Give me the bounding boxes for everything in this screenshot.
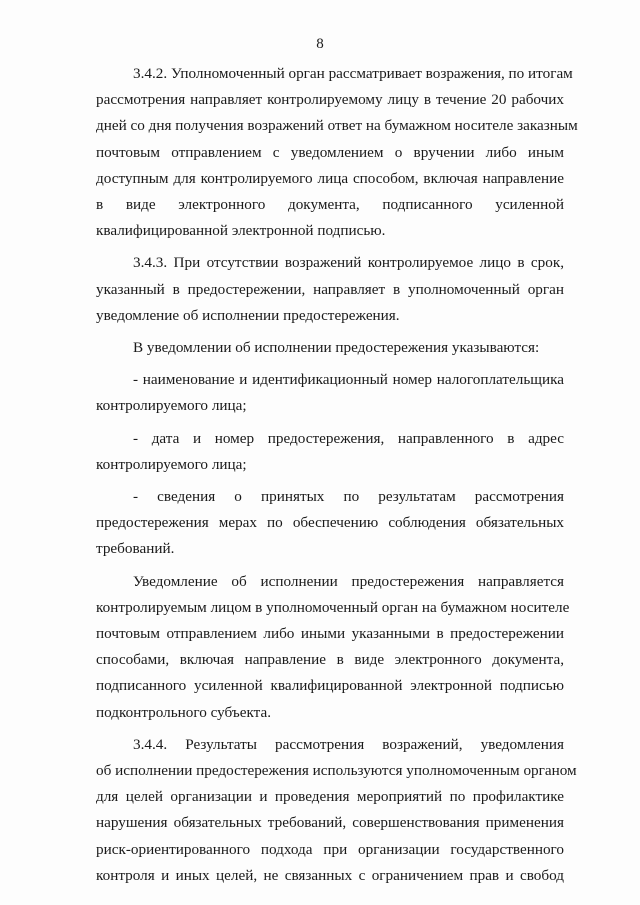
text-line: - дата и номер предостережения, направленного в адрес [133, 429, 564, 447]
text-line: нарушения обязательных требований, совершенствования применения [96, 814, 564, 832]
text-line: указанный в предостережении, направляет в уполномоченный орган [96, 280, 564, 298]
text-line: дней со дня получения возражений ответ на бумажном носителе заказным [96, 117, 578, 135]
list-item-date-number [96, 426, 564, 478]
list-item-measures [96, 484, 564, 563]
text-line: подписанного усиленной квалифицированной электронной подписью [96, 677, 564, 695]
text-line: для целей организации и проведения мероприятий по профилактике [96, 788, 564, 806]
text-line: 3.4.2. Уполномоченный орган рассматривает возражения, по итогам [133, 65, 573, 82]
text-line: уведомление об исполнении предостережения. [96, 306, 400, 324]
text-line: контролируемого лица; [96, 455, 247, 473]
text-line: риск-ориентированного подхода при организации государственного [96, 840, 564, 858]
text-line: квалифицированной электронной подписью. [96, 222, 386, 240]
text-line: контролируемого лица; [96, 397, 247, 415]
text-line: - сведения о принятых по результатам рассмотрения [133, 488, 564, 506]
text-line: - наименование и идентификационный номер налогоплательщика [133, 371, 564, 389]
text-line: Уведомление об исполнении предостережения направляется [133, 572, 564, 590]
paragraph-notice-sending [96, 569, 570, 726]
text-line: контролируемым лицом в уполномоченный орган на бумажном носителе [96, 598, 570, 616]
paragraph-3-4-3 [96, 250, 564, 329]
text-line: В уведомлении об исполнении предостережения указываются: [133, 339, 540, 357]
paragraph-3-4-2 [96, 61, 578, 244]
paragraph-3-4-4 [96, 732, 577, 889]
text-line: предостережения мерах по обеспечению соблюдения обязательных [96, 514, 564, 532]
text-line: об исполнении предостережения используются уполномоченным органом [96, 762, 577, 780]
paragraph-notice-contents [96, 335, 564, 361]
text-line: доступным для контролируемого лица способом, включая направление [96, 169, 564, 187]
document-body [96, 61, 578, 889]
page-number: 8 [316, 36, 324, 52]
text-line: способами, включая направление в виде электронного документа, [96, 651, 564, 669]
text-line: контроля и иных целей, не связанных с ограничением прав и свобод [96, 866, 564, 884]
text-line: рассмотрения направляет контролируемому лицу в течение 20 рабочих [96, 91, 564, 109]
text-line: почтовым отправлением либо иными указанными в предостережении [96, 625, 564, 643]
text-line: 3.4.4. Результаты рассмотрения возражений, уведомления [133, 735, 564, 753]
text-line: 3.4.3. При отсутствии возражений контролируемое лицо в срок, [133, 254, 564, 272]
text-line: почтовым отправлением с уведомлением о вручении либо иным [96, 143, 564, 161]
list-item-name-inn [96, 367, 564, 419]
text-line: подконтрольного субъекта. [96, 703, 272, 721]
text-line: требований. [96, 540, 175, 558]
text-line: в виде электронного документа, подписанного усиленной [96, 196, 564, 214]
